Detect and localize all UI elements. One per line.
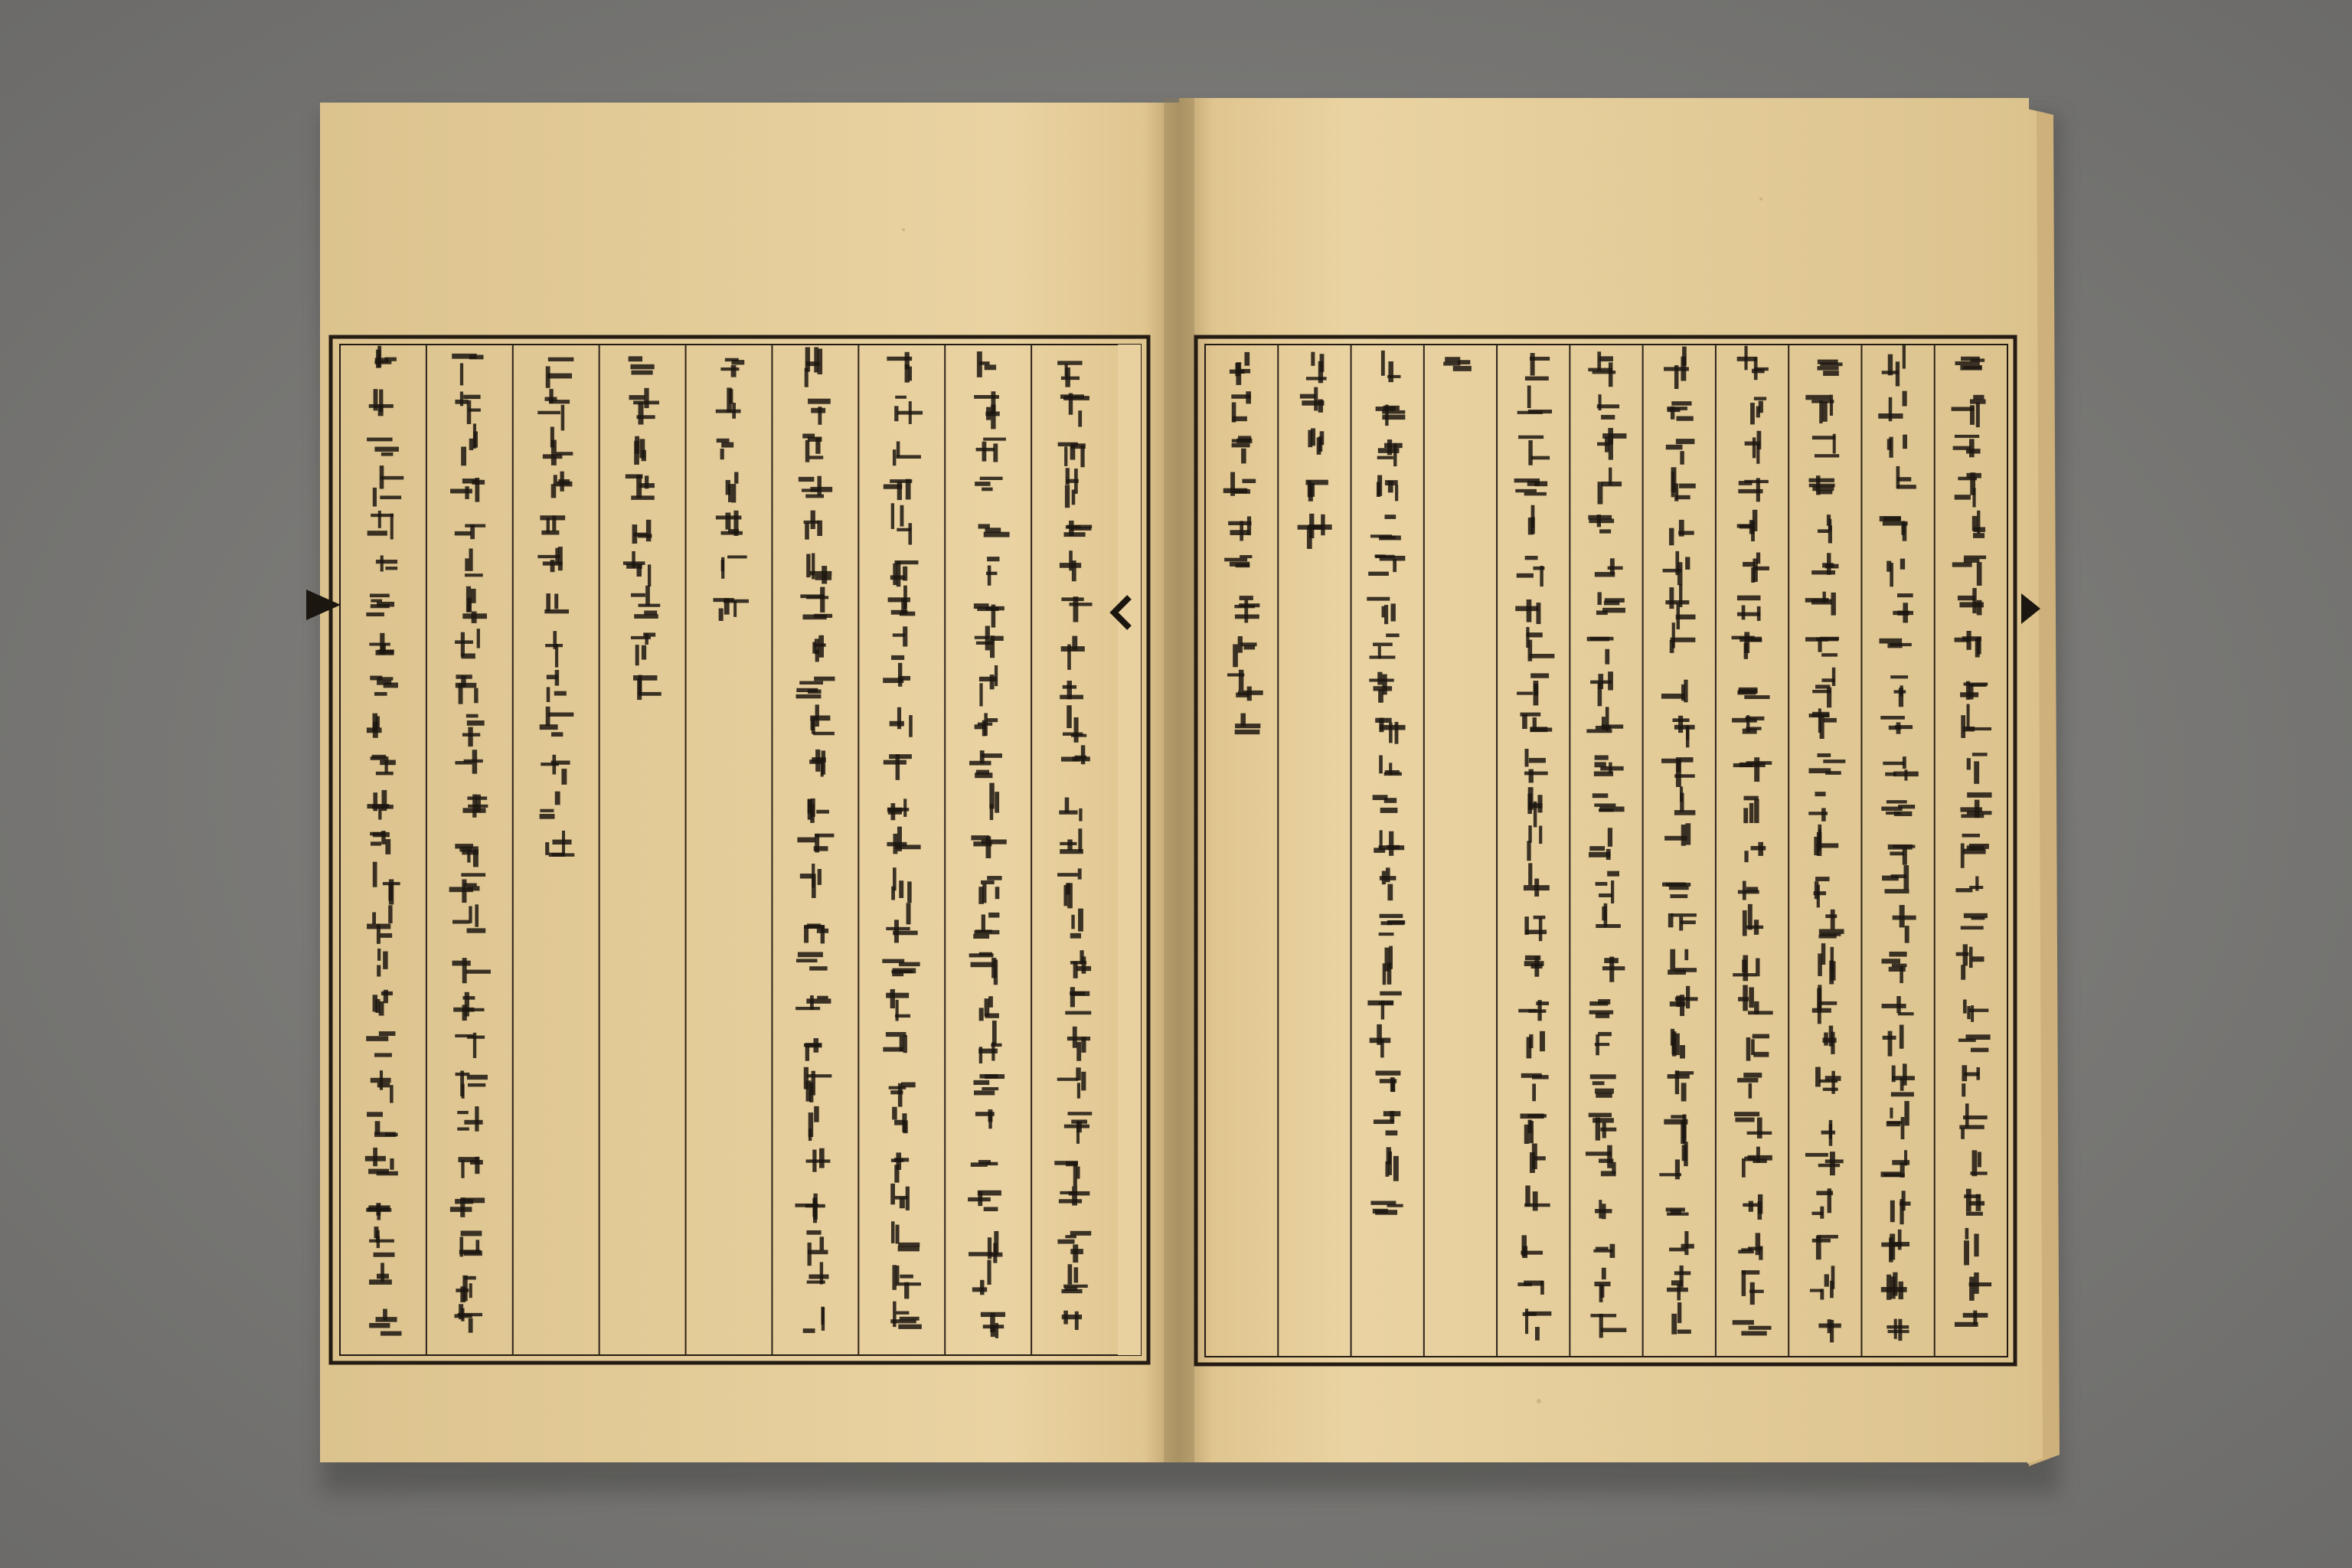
left-fold-label bbox=[1114, 345, 1141, 1355]
left-page bbox=[320, 103, 1179, 1462]
right-page bbox=[1179, 98, 2029, 1462]
gutter-shadow bbox=[1164, 98, 1194, 1462]
glyph-mark bbox=[1743, 796, 1759, 824]
